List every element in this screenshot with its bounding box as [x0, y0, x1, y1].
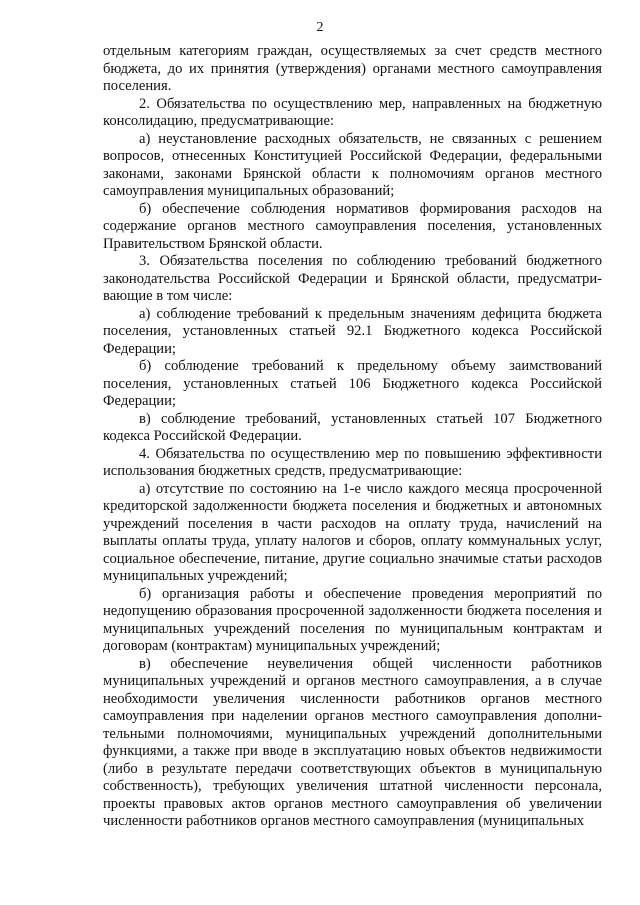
- page-number: 2: [316, 20, 324, 35]
- paragraph-item-3: 3. Обязательства поселения по соблюдению требований бюджетного законодательства Российской Федерации и Брянской области, предусматри-вающие в том числе:: [103, 253, 602, 304]
- paragraph-item-4a: а) отсутствие по состоянию на 1-е число каждого месяца просроченной кредиторской задолженности бюджета поселения и бюджетных и автономных учреждений поселения в части расходов на оплату труда, начислений на выплаты оплаты труда, уплату налогов и сборов, оплату коммунальных услуг, социальное обеспечение, питание, другие социально значимые статьи расходов муниципальных учреждений;: [103, 480, 602, 584]
- paragraph-item-4c: в) обеспечение неувеличения общей численности работников муниципальных учреждений и органов местного самоуправления, а в случае необходимости увеличения численности работников органов местного самоуправления при наделении органов местного самоуправления дополни-тельными полномочиями, муниципальных учреждений дополнительными функциями, а также при вводе в эксплуатацию новых объектов недвижимости (либо в результате передачи соответствующих объектов в муниципальную собственность), требующих увеличения штатной численности персонала, проекты правовых актов органов местного самоуправления об увеличении численности работников органов местного самоуправления (муниципальных: [103, 655, 602, 829]
- paragraph-item-3c: в) соблюдение требований, установленных статьей 107 Бюджетного кодекса Российской Федерации.: [103, 410, 602, 444]
- paragraph-item-3b: б) соблюдение требований к предельному объему заимствований поселения, установленных статьей 106 Бюджетного кодекса Российской Федерации;: [103, 358, 602, 409]
- paragraph-item-2a: а) неустановление расходных обязательств, не связанных с решением вопросов, отнесенных Конституцией Российской Федерации, федеральными законами, законами Брянской области к полномочиям органов местного самоуправления муниципальных образований;: [103, 130, 602, 199]
- paragraph-continuation: отдельным категориям граждан, осуществляемых за счет средств местного бюджета, до их принятия (утверждения) органами местного самоуправления поселения.: [103, 43, 602, 94]
- paragraph-item-3a: а) соблюдение требований к предельным значениям дефицита бюджета поселения, установленных статьей 92.1 Бюджетного кодекса Российской Федерации;: [103, 305, 602, 357]
- document-body: [103, 43, 602, 831]
- paragraph-item-4: 4. Обязательства по осуществлению мер по повышению эффективности использования бюджетных средств, предусматривающие:: [103, 445, 602, 479]
- paragraph-item-2: 2. Обязательства по осуществлению мер, направленных на бюджетную консолидацию, предусматривающие:: [103, 95, 602, 129]
- paragraph-item-4b: б) организация работы и обеспечение проведения мероприятий по недопущению образования просроченной задолженности бюджета поселения и муниципальных учреждений поселения по муниципальным контрактам и договорам (контрактам) муниципальных учреждений;: [103, 585, 602, 654]
- paragraph-item-2b: б) обеспечение соблюдения нормативов формирования расходов на содержание органов местного самоуправления поселения, установленных Правительством Брянской области.: [103, 200, 602, 252]
